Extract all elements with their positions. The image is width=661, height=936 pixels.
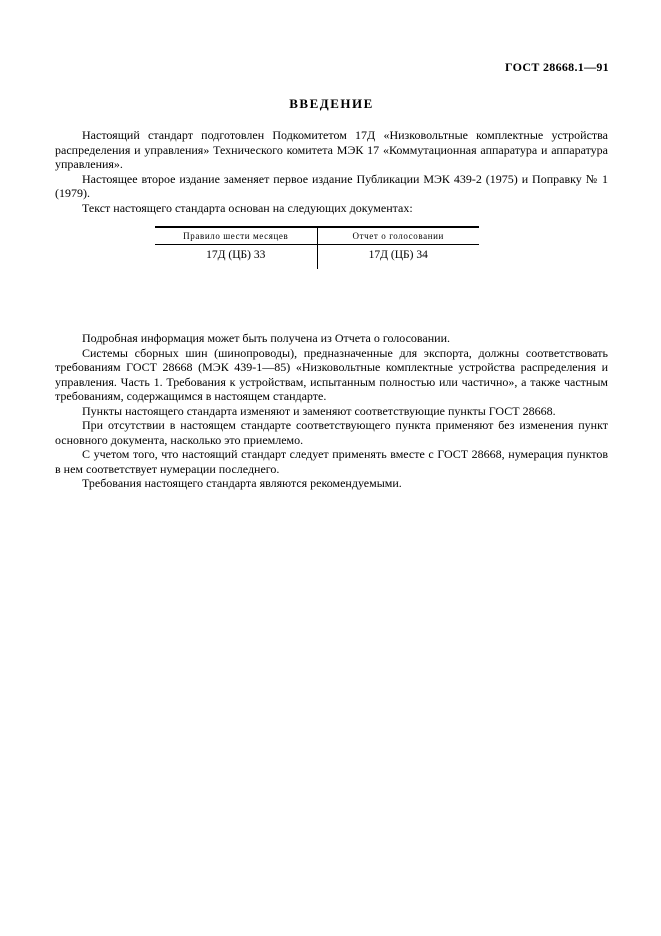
paragraph: Текст настоящего стандарта основан на следующих документах:: [82, 200, 413, 215]
table-header-row: [155, 227, 479, 245]
table-row: [155, 245, 479, 270]
paragraph: С учетом того, что настоящий стандарт следует применять вместе с ГОСТ 28668, нумерация пунктов в нем соответствует нумерации последнего.: [55, 447, 608, 476]
paragraph: Пункты настоящего стандарта изменяют и заменяют соответствующие пункты ГОСТ 28668.: [82, 403, 556, 418]
table-cell: 17Д (ЦБ) 33: [155, 245, 317, 270]
document-content: [55, 96, 608, 491]
table-cell: 17Д (ЦБ) 34: [368, 249, 428, 261]
paragraph: Требования настоящего стандарта являются рекомендуемыми.: [82, 476, 402, 490]
table-section: [55, 226, 608, 269]
doc-number: ГОСТ 28668.1—91: [505, 60, 609, 74]
table-header-cell: Правило шести месяцев: [155, 227, 317, 245]
paragraph: При отсутствии в настоящем стандарте соответствующего пункта применяют без изменения пункт основного документа, насколько это приемлемо.: [55, 418, 608, 447]
table-header-cell: Отчет о голосовании: [317, 227, 479, 245]
page-title: ВВЕДЕНИЕ: [289, 96, 374, 111]
vertical-spacer: [55, 269, 608, 331]
paragraph: Настоящее второе издание заменяет первое издание Публикации МЭК 439-2 (1975) и Поправку № 1 (1979).: [55, 171, 608, 200]
paragraph: Подробная информация может быть получена из Отчета о голосовании.: [82, 331, 451, 345]
paragraph: Системы сборных шин (шинопроводы), предназначенные для экспорта, должны соответствовать требованиям ГОСТ 28668 (МЭК 439-1—85) «Низковольтные комплектные устройства распределения и управления. Часть 1. Требования к устройствам, испытанным полностью или частично», а также частным требованиям, содержащимся в настоящем стандарте.: [55, 345, 608, 403]
paragraph: Настоящий стандарт подготовлен Подкомитетом 17Д «Низковольтные комплектные устройства распределения и управления» Технического комитета МЭК 17 «Коммутационная аппаратура и аппаратура управления».: [55, 128, 608, 171]
voting-documents-table: [155, 226, 479, 269]
